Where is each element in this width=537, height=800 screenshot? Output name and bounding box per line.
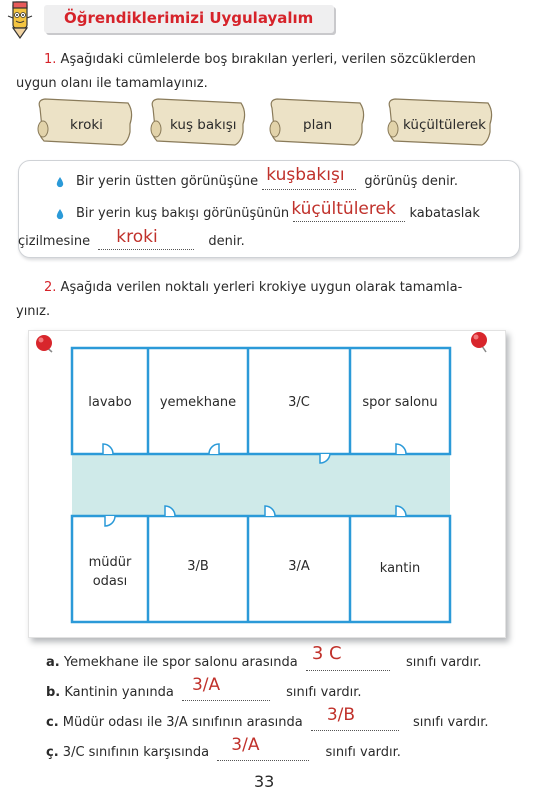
door-icon (396, 444, 406, 454)
answer-blank-d[interactable] (217, 735, 309, 761)
room-kantin: kantin (379, 561, 421, 576)
handwritten-answer-3: kroki (116, 227, 158, 247)
q1-sentence-1: Bir yerin üstten görünüşüne kuşbakışı görünüş denir. (76, 165, 458, 189)
room-spor-salonu: spor salonu (362, 395, 438, 410)
word-kucultulerek: küçültülerek (403, 117, 486, 133)
pushpin-left-icon (36, 335, 52, 352)
pushpin-right-icon (471, 332, 487, 352)
room-yemekhane: yemekhane (159, 395, 237, 410)
handwritten-answer-1: kuşbakışı (266, 165, 345, 185)
q1-sentence-3: çizilmesine kroki denir. (18, 227, 245, 249)
q2-text-1: Aşağıda verilen noktalı yerleri krokiye uygun olarak tamamla- (60, 280, 463, 295)
room-lavabo: lavabo (88, 395, 132, 410)
word-plan: plan (303, 117, 333, 133)
corridor (72, 454, 450, 516)
room-3a: 3/A (288, 559, 310, 574)
answer-blank-c[interactable] (311, 705, 399, 731)
q2-item-a: a. Yemekhane ile spor salonu arasında 3 C sınıfı vardır. (46, 643, 482, 670)
word-kus-bakisi: kuş bakışı (170, 117, 237, 133)
q2-item-b: b. Kantinin yanında 3/A sınıfı vardır. (46, 675, 362, 700)
q1-sentence-2: Bir yerin kuş bakışı görünüşünün küçültülerek kabataslak (76, 199, 480, 221)
q2-item-d: ç. 3/C sınıfının karşısında 3/A sınıfı vardır. (46, 735, 401, 760)
handwritten-answer-2: küçültülerek (291, 199, 396, 219)
word-kroki: kroki (70, 117, 103, 133)
answer-blank-a[interactable] (306, 643, 390, 671)
room-3c: 3/C (288, 395, 310, 410)
q1-text-2: uygun olanı ile tamamlayınız. (16, 76, 208, 91)
room-mudur-odasi: müdür odası (88, 555, 132, 589)
q2-number: 2. (44, 280, 57, 295)
handwritten-answer-c: 3/B (326, 705, 356, 725)
handwritten-answer-b: 3/A (191, 675, 221, 695)
q1-text-1: Aşağıdaki cümlelerde boş bırakılan yerleri, verilen sözcüklerden (60, 52, 476, 67)
door-icon (209, 444, 219, 454)
page-title: Öğrendiklerimizi Uygulayalım (64, 9, 314, 27)
door-icon (105, 516, 115, 526)
room-3b: 3/B (187, 559, 209, 574)
handwritten-answer-d: 3/A (231, 735, 260, 755)
answer-blank-b[interactable] (182, 675, 270, 701)
q1-number: 1. (44, 52, 57, 67)
q2-item-c: c. Müdür odası ile 3/A sınıfının arasında 3/B sınıfı vardır. (46, 705, 489, 730)
page-number: 33 (254, 772, 275, 791)
q2-text-2: yınız. (16, 304, 51, 319)
handwritten-answer-a: 3 C (311, 643, 342, 664)
door-icon (103, 444, 113, 454)
